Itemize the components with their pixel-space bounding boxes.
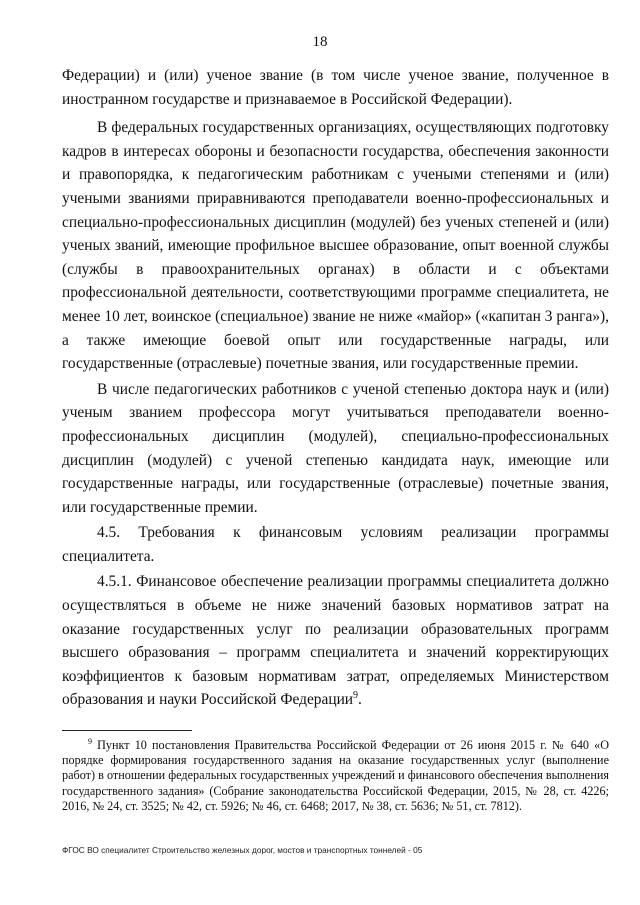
paragraph-federal-organizations: В федеральных государственных организациях, осуществляющих подготовку кадров в интересах обороны и безопасности государства, обеспечения законности и правопорядка, к педагогическим работникам с учеными степенями и (или) учеными званиями приравниваются преподаватели военно-профессиональных и специально-профессиональных дисциплин (модулей) без ученых степеней и (или) ученых званий, имеющие профильное высшее образование, опыт военной службы (службы в правоохранительных органах) в области и с объектами профессиональной деятельности, соответствующими программе специалитета, не менее 10 лет, воинское (специальное) звание не ниже «майор» («капитан 3 ранга»), а также имеющие боевой опыт или государственные награды, или государственные (отраслевые) почетные звания, или государственные премии. xyxy=(62,119,609,373)
section-heading-financial-conditions: 4.5. Требования к финансовым условиям реализации программы специалитета. xyxy=(62,524,609,565)
page-number: 18 xyxy=(312,34,328,50)
footnote-reference-marker: 9 xyxy=(353,690,359,702)
document-body xyxy=(62,64,609,712)
page-footer: ФГОС ВО специалитет Строительство железных дорог, мостов и транспортных тоннелей - 05 xyxy=(62,845,423,855)
paragraph-doctors-professors: В числе педагогических работников с ученой степенью доктора наук и (или) ученым званием профессора могут учитываться преподаватели военно-профессиональных дисциплин (модулей), специально-профессиональных дисциплин (модулей) с ученой степенью кандидата наук, имеющие или государственные награды, или государственные (отраслевые) почетные звания, или государственные премии. xyxy=(62,380,609,516)
footnote-separator-line xyxy=(62,730,192,731)
paragraph-financial-support-text: 4.5.1. Финансовое обеспечение реализации программы специалитета должно осуществляться в объеме не ниже значений базовых нормативов затрат на оказание государственных услуг по реализации образовательных программ высшего образования – программ специалитета и значений корректирующих коэффициентов к базовым нормативам затрат, определяемых Министерством образования и науки Российской Федерации xyxy=(62,573,609,709)
sentence-period: . xyxy=(358,691,362,709)
footnote-marker: 9 xyxy=(88,736,92,746)
footnote xyxy=(62,738,609,814)
footnote-text: Пункт 10 постановления Правительства Российской Федерации от 26 июня 2015 г. № 640 «О порядке формирования государственного задания на оказание государственных услуг (выполнение работ) в отношении федеральных государственных учреждений и финансового обеспечения выполнения государственного задания» (Собрание законодательства Российской Федерации, 2015, № 28, ст. 4226; 2016, № 24, ст. 3525; № 42, ст. 5926; № 46, ст. 6468; 2017, № 38, ст. 5636; № 51, ст. 7812). xyxy=(62,738,610,813)
paragraph-financial-support xyxy=(62,570,609,712)
paragraph-continuation: Федерации) и (или) ученое звание (в том числе ученое звание, полученное в иностранном государстве и признаваемое в Российской Федерации). xyxy=(62,67,609,108)
